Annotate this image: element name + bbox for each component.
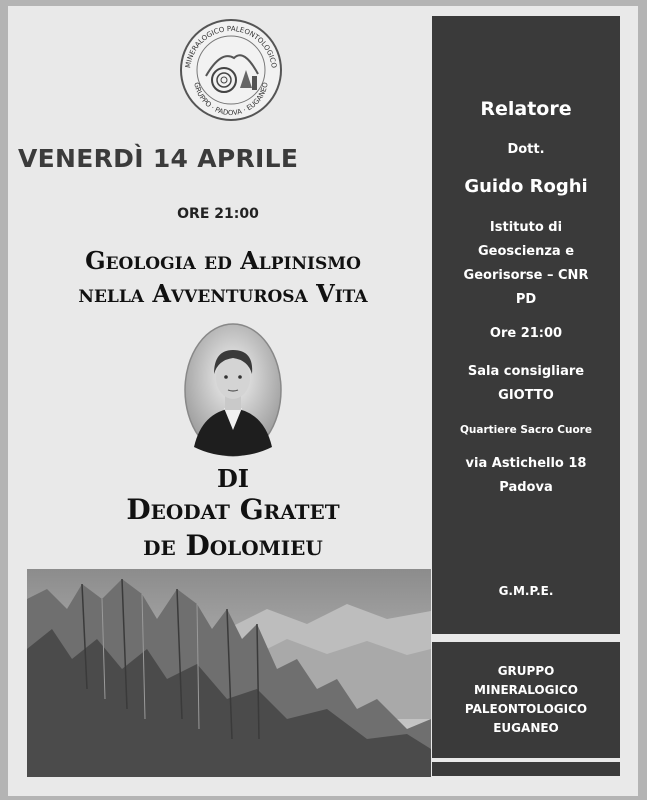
organizer-line2: MINERALOGICO — [474, 683, 578, 697]
speaker-prefix: Dott. — [507, 142, 545, 157]
subject-name — [43, 492, 423, 564]
organizer-line1: GRUPPO — [497, 664, 555, 678]
organizer-panel — [432, 642, 620, 758]
venue-district: Quartiere Sacro Cuore — [460, 424, 592, 436]
bottom-strip — [432, 762, 620, 776]
subject-name-line1: Deodat Gratet — [126, 493, 340, 526]
event-date: VENERDÌ 14 APRILE — [18, 144, 299, 173]
speaker-name: Guido Roghi — [464, 176, 588, 197]
dolomites-illustration — [27, 569, 431, 777]
organizer-line4: EUGANEO — [493, 721, 559, 735]
speaker-time: Ore 21:00 — [489, 326, 563, 341]
event-title-line2: nella Avventurosa Vita — [78, 279, 368, 308]
portrait-icon — [184, 322, 282, 458]
speaker-affiliation-line4: PD — [515, 292, 537, 307]
venue-city: Padova — [499, 480, 553, 495]
venue-line1: Sala consigliare — [467, 364, 585, 379]
mountain-landscape-icon — [27, 569, 431, 777]
svg-text:MINERALOGICO PALEONTOLOGICO: MINERALOGICO PALEONTOLOGICO — [184, 24, 278, 69]
event-title — [23, 244, 423, 310]
group-logo — [176, 18, 286, 122]
connector-di: DI — [216, 464, 250, 493]
venue-street: via Astichello 18 — [465, 456, 587, 471]
ammonite-logo-icon — [176, 18, 286, 122]
dolomieu-portrait — [184, 322, 282, 458]
venue-line2: GIOTTO — [498, 388, 554, 403]
speaker-affiliation-line2: Geoscienza e — [477, 244, 575, 259]
speaker-info-panel — [432, 16, 620, 634]
organizer-acronym: G.M.P.E. — [498, 584, 554, 598]
subject-name-line2: de Dolomieu — [143, 529, 323, 562]
organizer-line3: PALEONTOLOGICO — [464, 702, 588, 716]
speaker-affiliation-line1: Istituto di — [489, 220, 563, 235]
speaker-heading: Relatore — [480, 98, 572, 120]
event-time: ORE 21:00 — [177, 206, 259, 222]
event-poster — [8, 6, 638, 796]
speaker-affiliation-line3: Georisorse – CNR — [463, 268, 589, 283]
event-title-line1: Geologia ed Alpinismo — [85, 246, 361, 275]
svg-text:GRUPPO · PADOVA · EUGANEO: GRUPPO · PADOVA · EUGANEO — [192, 81, 270, 118]
